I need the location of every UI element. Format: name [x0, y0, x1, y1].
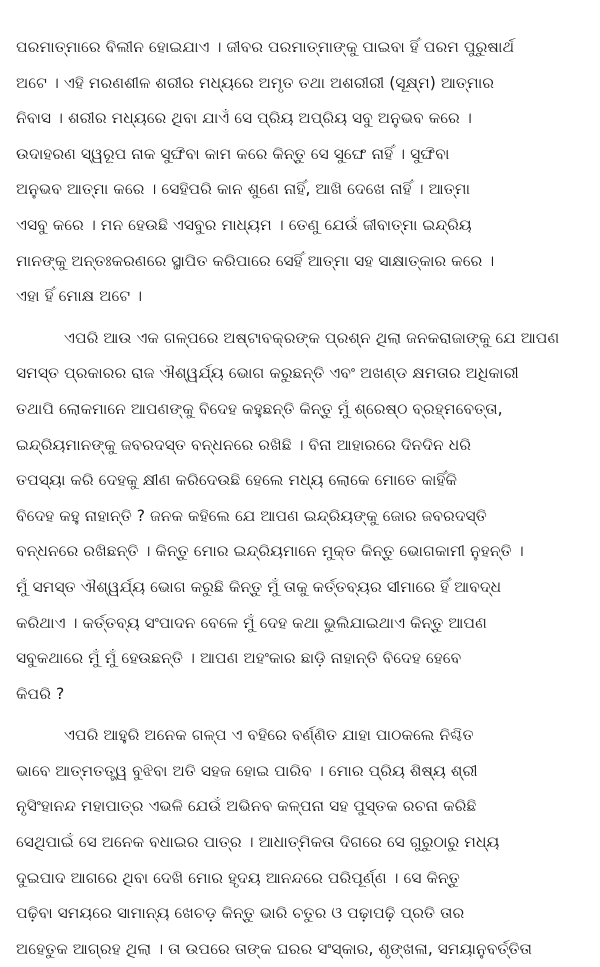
text-line: କରିଥାଏ । କର୍ତ୍ତବ୍ୟ ସଂପାଦନ ବେଳେ ମୁଁ ଦେହ କଥା ଭୁଲିଯାଇଥାଏ କିନ୍ତୁ ଆପଣ — [16, 613, 487, 632]
text-line: ଏପରି ଆଉ ଏକ ଗଳ୍ପରେ ଅଷ୍ଟାବକ୍ରଙ୍କ ପ୍ରଶ୍ନ ଥିଲା ଜନକରାଜାଙ୍କୁ ଯେ ଆପଣ — [64, 328, 560, 347]
text-line: ଭାବେ ଆତ୍ମତତ୍ତ୍ୱ ବୁଝିବା ଅତି ସହଜ ହୋଇ ପାରିବ । ମୋର ପ୍ରିୟ ଶିଷ୍ୟ ଶ୍ରୀ — [16, 761, 478, 780]
text-line: ଏସବୁ କରେ । ମନ ହେଉଛି ଏସବୁର ମାଧ୍ୟମ । ତେଣୁ ଯେଉଁ ଜୀବାତ୍ମା ଇନ୍ଦ୍ରିୟ — [16, 215, 472, 234]
text-line: ଇନ୍ଦ୍ରିୟମାନଙ୍କୁ ଜବରଦସ୍ତ ବନ୍ଧନରେ ରଖିଛି । ବିନା ଆହାରରେ ଦିନଦିନ ଧରି — [16, 435, 472, 454]
text-line: ନିବାସ । ଶରୀର ମଧ୍ୟରେ ଥିବା ଯାଏଁ ସେ ପ୍ରିୟ ଅପ୍ରିୟ ସବୁ ଅନୁଭବ କରେ । — [16, 109, 472, 128]
text-line: କିପରି ? — [16, 684, 65, 703]
text-line: ଦୁଇପାଦ ଆଗରେ ଥିବା ଦେଖି ମୋର ହୃଦୟ ଆନନ୍ଦରେ ପରିପୂର୍ଣ୍ଣ । ସେ କିନ୍ତୁ — [16, 868, 460, 887]
text-line: ପଢ଼ିବା ସମୟରେ ସାମାନ୍ୟ ଖେଚଡ଼ କିନ୍ତୁ ଭାରି ଚତୁର ଓ ପଢ଼ାପଢ଼ି ପ୍ରତି ତାର — [16, 904, 465, 923]
paragraph-1 — [16, 30, 586, 315]
text-line: ଏହା ହିଁ ମୋକ୍ଷ ଅଟେ । — [16, 287, 143, 306]
text-line: ସବୁକଥାରେ ମୁଁ ମୁଁ ହେଉଛନ୍ତି । ଆପଣ ଅହଂକାର ଛାଡ଼ି ନାହାନ୍ତି ବିଦେହ ହେବେ — [16, 649, 462, 668]
text-line: ଉଦାହରଣ ସ୍ୱରୂପ ନାକ ସୁଙ୍ଘିବା କାମ କରେ କିନ୍ତୁ ସେ ସୁଙ୍ଘେ ନାହିଁ । ସୁଙ୍ଘିବା — [16, 144, 450, 163]
text-line: ଅଟେ । ଏହି ମରଣଶୀଳ ଶରୀର ମଧ୍ୟରେ ଅମୃତ ତଥା ଅଶରୀରୀ (ସୂକ୍ଷ୍ମ) ଆତ୍ମାର — [16, 73, 495, 92]
text-line: ମୁଁ ସମସ୍ତ ଐଶ୍ୱର୍ଯ୍ୟ ଭୋଗ କରୁଛି କିନ୍ତୁ ମୁଁ ତାକୁ କର୍ତ୍ତବ୍ୟର ସୀମାରେ ହିଁ ଆବଦ୍ଧ — [16, 577, 502, 596]
text-line: ନୃସିଂହାନନ୍ଦ ମହାପାତ୍ର ଏଭଳି ଯେଉଁ ଅଭିନବ କଳ୍ପନା ସହ ପୁସ୍ତକ ରଚନା କରିଛି — [16, 797, 477, 816]
text-line: ଅହେତୁକ ଆଗ୍ରହ ଥିଲା । ତା ଉପରେ ତାଙ୍କ ଘରର ସଂସ୍କାର, ଶୃଙ୍ଖଳା, ସମୟାନୁବର୍ତ୍ତିତା — [16, 939, 533, 958]
paragraph-2 — [16, 321, 586, 713]
text-line: ଏପରି ଆହୁରି ଅନେକ ଗଳ୍ପ ଏ ବହିରେ ବର୍ଣ୍ଣିତ ଯାହା ପାଠକଲେ ନିଶ୍ଚିତ — [64, 726, 474, 745]
text-line: ବନ୍ଧନରେ ରଖିଛନ୍ତି । କିନ୍ତୁ ମୋର ଇନ୍ଦ୍ରିୟମାନେ ମୁକ୍ତ କିନ୍ତୁ ଭୋଗକାମୀ ନୁହନ୍ତି । — [16, 542, 524, 561]
text-line: ବିଦେହ କହୁ ନାହାନ୍ତି ? ଜନକ କହିଲେ ଯେ ଆପଣ ଇନ୍ଦ୍ରିୟଙ୍କୁ ଜୋର ଜବରଦସ୍ତି — [16, 506, 487, 525]
text-line: ତଥାପି ଲୋକମାନେ ଆପଣଙ୍କୁ ବିଦେହ କହୁଛନ୍ତି କିନ୍ତୁ ମୁଁ ଶ୍ରେଷ୍ଠ ବ୍ରହ୍ମବେତ୍ତା, — [16, 399, 503, 418]
text-line: ଅନୁଭବ ଆତ୍ମା କରେ । ସେହିପରି କାନ ଶୁଣେ ନାହିଁ, ଆଖି ଦେଖେ ନାହିଁ । ଆତ୍ମା — [16, 180, 471, 199]
text-line: ସେଥିପାଇଁ ସେ ଅନେକ ବଧାଇର ପାତ୍ର । ଆଧାତ୍ମିକତା ଦିଗରେ ସେ ଗୁରୁଠାରୁ ମଧ୍ୟ — [16, 833, 500, 852]
text-line: ସମସ୍ତ ପ୍ରକାରର ରାଜ ଐଶ୍ୱର୍ଯ୍ୟ ଭୋଗ କରୁଛନ୍ତି ଏବଂ ଅଖଣ୍ଡ କ୍ଷମତାର ଅଧିକାରୀ — [16, 364, 519, 383]
paragraph-3 — [16, 718, 586, 967]
text-line: ମାନଙ୍କୁ ଅନ୍ତଃକରଣରେ ସ୍ଥାପିତ କରିପାରେ ସେହିଁ ଆତ୍ମା ସହ ସାକ୍ଷାତ୍କାର କରେ । — [16, 251, 495, 270]
text-line: ପରମାତ୍ମାରେ ବିଲୀନ ହୋଇଯାଏ । ଜୀବର ପରମାତ୍ମାଙ୍କୁ ପାଇବା ହିଁ ପରମ ପୁରୁଷାର୍ଥ — [16, 38, 515, 56]
text-line: ତପସ୍ୟା କରି ଦେହକୁ କ୍ଷୀଣ କରିଦେଉଛି ହେଲେ ମଧ୍ୟ ଲୋକେ ମୋତେ କାହିଁକି — [16, 471, 458, 490]
